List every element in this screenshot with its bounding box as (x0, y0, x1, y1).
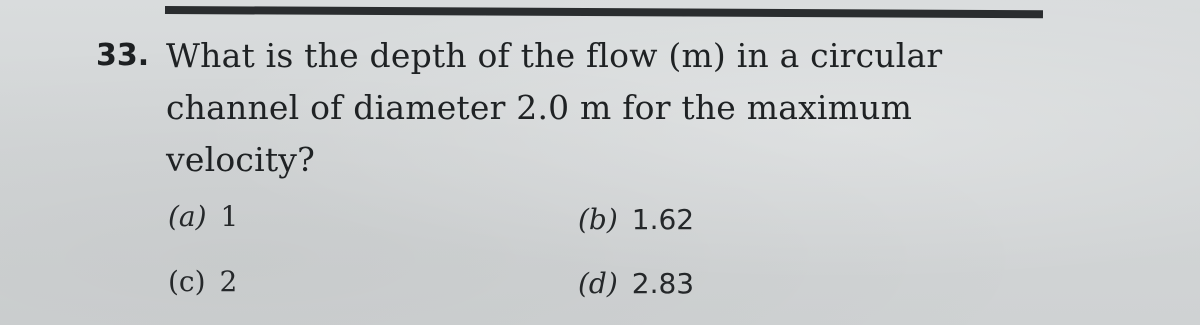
option-d-marker: (d) (578, 267, 618, 300)
question-line-2: channel of diameter 2.0 m for the maximum (166, 88, 913, 127)
question-line-3: velocity? (166, 140, 316, 179)
question-text (166, 30, 1066, 186)
option-d-value: 2.83 (631, 267, 695, 300)
option-a (168, 197, 238, 237)
option-a-marker: (a) (168, 200, 207, 233)
question-line-1: What is the depth of the flow (m) in a circular (166, 36, 943, 75)
question-number: 33. (96, 38, 150, 73)
option-c (168, 262, 237, 302)
option-d (578, 264, 694, 304)
option-c-marker: (c) (168, 265, 206, 298)
option-c-value: 2 (219, 265, 238, 298)
option-b-value: 1.62 (631, 203, 695, 236)
option-b-marker: (b) (578, 203, 618, 236)
option-b (578, 200, 694, 240)
top-rule (165, 6, 1043, 18)
option-a-value: 1 (220, 200, 239, 233)
